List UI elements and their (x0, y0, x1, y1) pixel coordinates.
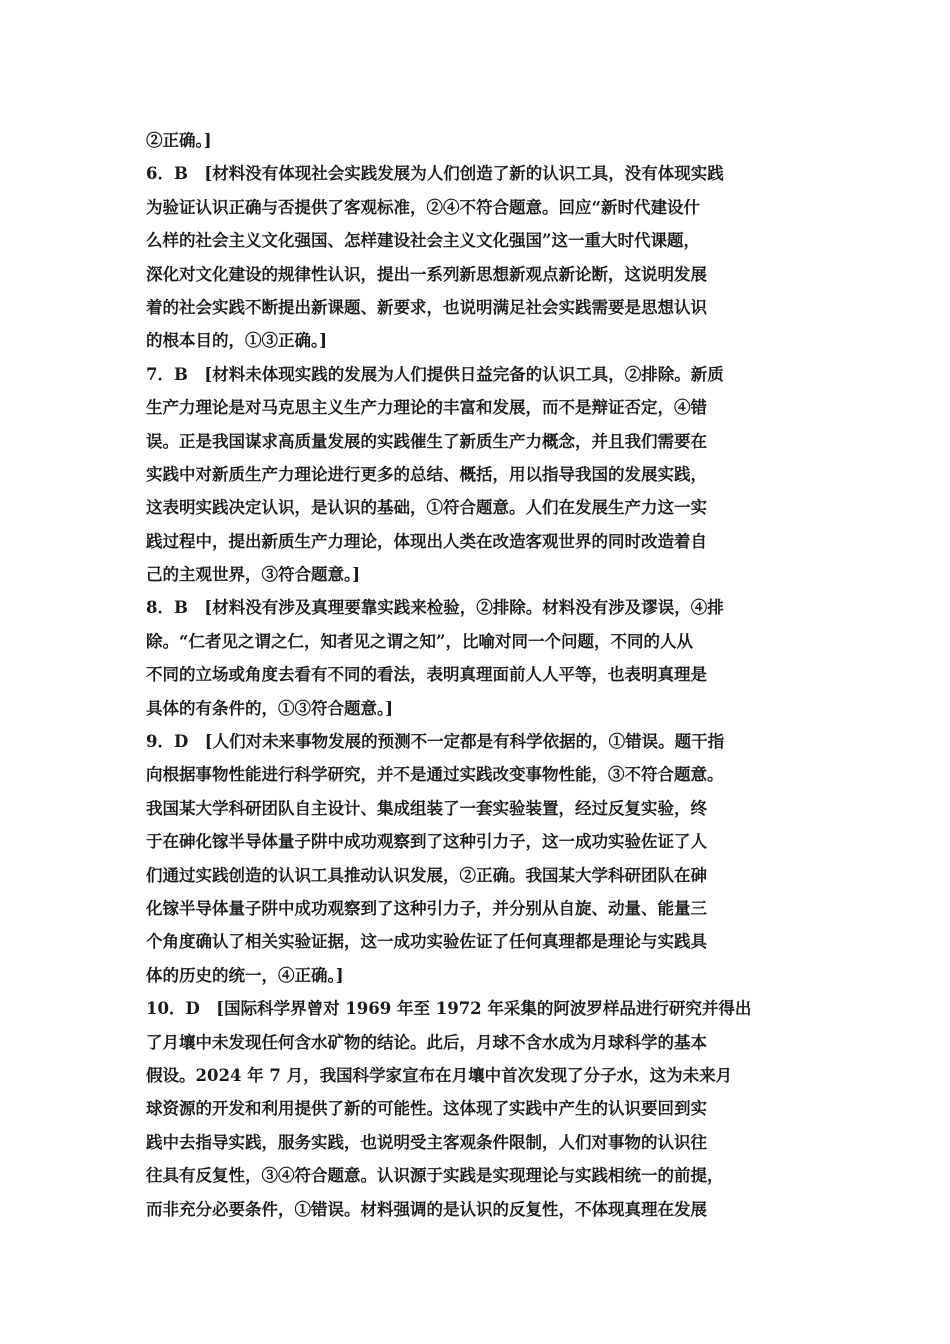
text-line: 具体的有条件的，①③符合题意。] (146, 698, 394, 718)
text-line: 球资源的开发和利用提供了新的可能性。这体现了实践中产生的认识要回到实 (146, 1099, 707, 1119)
text-line: 了月壤中未发现任何含水矿物的结论。此后，月球不含水成为月球科学的基本 (146, 1032, 707, 1052)
text-line: 7．B [材料未体现实践的发展为人们提供日益完备的认识工具，②排除。新质 (146, 364, 724, 384)
text-line: 个角度确认了相关实验证据，这一成功实验佐证了任何真理都是理论与实践具 (146, 932, 707, 952)
text-line: 实践中对新质生产力理论进行更多的总结、概括，用以指导我国的发展实践， (146, 464, 707, 484)
text-line: 化镓半导体量子阱中成功观察到了这种引力子，并分别从自旋、动量、能量三 (146, 898, 707, 918)
answer-block-q9 (146, 725, 810, 992)
answer-block-q7 (146, 358, 810, 592)
text-line: 为验证认识正确与否提供了客观标准，②④不符合题意。回应“新时代建设什 (146, 197, 700, 217)
answer-block-q6 (146, 157, 810, 357)
text-line: 除。“仁者见之谓之仁，知者见之谓之知”，比喻对同一个问题，不同的人从 (146, 631, 693, 651)
answer-block-q8 (146, 591, 810, 725)
text-line: 们通过实践创造的认识工具推动认识发展，②正确。我国某大学科研团队在砷 (146, 865, 707, 885)
text-line: 己的主观世界，③符合题意。] (146, 565, 361, 585)
text-line: 而非充分必要条件，①错误。材料强调的是认识的反复性，不体现真理在发展 (146, 1199, 707, 1219)
text-line: 着的社会实践不断提出新课题、新要求，也说明满足社会实践需要是思想认识 (146, 297, 707, 317)
text-line: 践过程中，提出新质生产力理论，体现出人类在改造客观世界的同时改造着自 (146, 531, 707, 551)
text-line: 往具有反复性，③④符合题意。认识源于实践是实现理论与实践相统一的前提， (146, 1166, 724, 1186)
text-line: 不同的立场或角度去看有不同的看法，表明真理面前人人平等，也表明真理是 (146, 665, 707, 685)
text-line: 深化对文化建设的规律性认识，提出一系列新思想新观点新论断，这说明发展 (146, 264, 707, 284)
text-line: 么样的社会主义文化强国、怎样建设社会主义文化强国”这一重大时代课题， (146, 231, 700, 251)
text-line: 8．B [材料没有涉及真理要靠实践来检验，②排除。材料没有涉及谬误，④排 (146, 598, 724, 618)
text-line: 9．D [人们对未来事物发展的预测不一定都是有科学依据的，①错误。题干指 (146, 732, 725, 752)
text-line: 践中去指导实践，服务实践，也说明受主客观条件限制，人们对事物的认识往 (146, 1132, 707, 1152)
answer-block-q5-tail (146, 124, 810, 157)
text-line: 向根据事物性能进行科学研究，并不是通过实践改变事物性能，③不符合题意。 (146, 765, 724, 785)
text-line: 6．B [材料没有体现社会实践发展为人们创造了新的认识工具，没有体现实践 (146, 164, 724, 184)
text-line: 体的历史的统一，④正确。] (146, 965, 344, 985)
text-line: 这表明实践决定认识，是认识的基础，①符合题意。人们在发展生产力这一实 (146, 498, 707, 518)
text-line: 的根本目的，①③正确。] (146, 331, 328, 351)
answer-block-q10 (146, 992, 810, 1226)
text-line: 我国某大学科研团队自主设计、集成组装了一套实验装置，经过反复实验，终 (146, 798, 707, 818)
text-line: 10．D [国际科学界曾对 1969 年至 1972 年采集的阿波罗样品进行研究并得出 (146, 999, 752, 1019)
answer-explanations (146, 124, 810, 1226)
text-line: 假设。2024 年 7 月，我国科学家宣布在月壤中首次发现了分子水，这为未来月 (146, 1065, 733, 1085)
text-line: 生产力理论是对马克思主义生产力理论的丰富和发展，而不是辩证否定，④错 (146, 398, 707, 418)
text-line: 于在砷化镓半导体量子阱中成功观察到了这种引力子，这一成功实验佐证了人 (146, 832, 707, 852)
text-line: 误。正是我国谋求高质量发展的实践催生了新质生产力概念，并且我们需要在 (146, 431, 707, 451)
text-line: ②正确。] (146, 131, 212, 150)
